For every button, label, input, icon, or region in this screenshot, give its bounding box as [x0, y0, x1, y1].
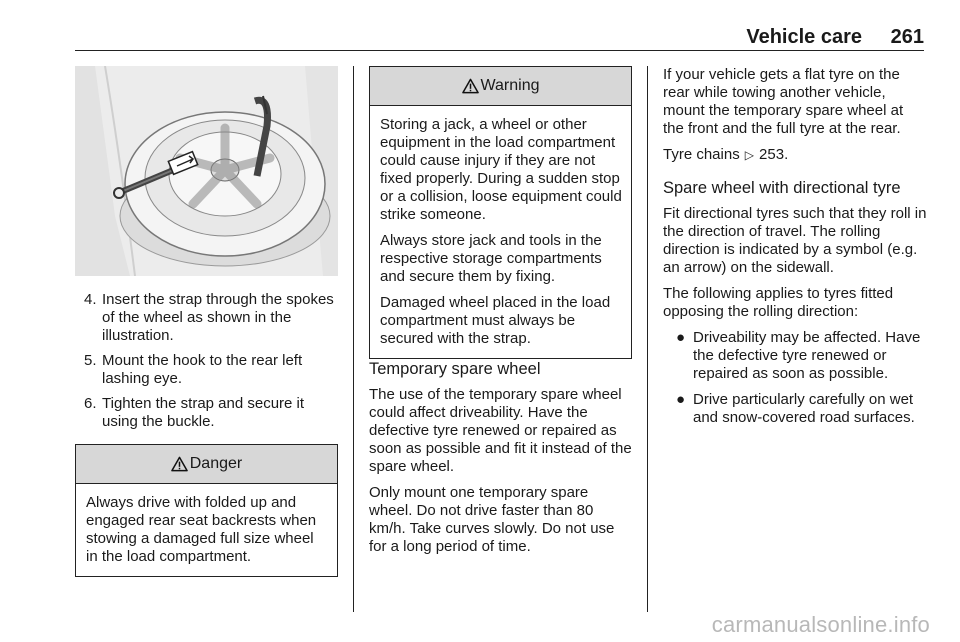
warning-box-body — [370, 106, 631, 358]
directional-tyre-heading: Spare wheel with directional tyre — [663, 179, 901, 197]
warning-paragraph: Damaged wheel placed in the load compartment must always be secured with the strap. — [380, 294, 611, 347]
warning-paragraph: Always store jack and tools in the respective storage compartments and secure them by fixing. — [380, 232, 602, 285]
danger-box — [75, 444, 338, 577]
spare-wheel-strap-illustration — [75, 66, 338, 276]
bullet-icon: ● — [676, 391, 686, 408]
page-reference-arrow-icon: ▷ — [744, 148, 754, 162]
page-number: 261 — [890, 26, 924, 48]
danger-box-body — [76, 484, 337, 576]
towing-flat-tyre-paragraph: If your vehicle gets a flat tyre on the rear while towing another vehicle, mount the temporary spare wheel at the front and the full tyre at the rear. — [663, 66, 904, 137]
column-divider-2 — [647, 66, 648, 612]
directional-bullets — [663, 329, 928, 427]
danger-box-title: Danger — [189, 455, 243, 472]
warning-paragraph: Storing a jack, a wheel or other equipment in the load compartment could cause injury if they are not fixed properly. During a sudden stop or a collision, loose equipment could strike someone. — [380, 116, 622, 223]
step-item: 6. Tighten the strap and secure it using the buckle. — [84, 395, 305, 430]
warning-triangle-icon — [462, 78, 479, 94]
tyre-chains-label: Tyre chains — [663, 146, 740, 163]
page-header-title: Vehicle care — [746, 26, 862, 48]
temporary-spare-paragraph: Only mount one temporary spare wheel. Do not drive faster than 80 km/h. Take curves slowly. Do not use for a long period of time. — [369, 484, 615, 555]
column-divider-1 — [353, 66, 354, 612]
temporary-spare-paragraph: The use of the temporary spare wheel could affect driveability. Have the defective tyre renewed or repaired as soon as possible and fit it instead of the spare wheel. — [369, 386, 632, 475]
column-1 — [75, 66, 338, 577]
header-rule — [75, 50, 924, 51]
warning-box-header — [370, 67, 631, 106]
temporary-spare-wheel-heading: Temporary spare wheel — [369, 360, 541, 378]
danger-text: Always drive with folded up and engaged rear seat backrests when stowing a damaged full size wheel in the load compartment. — [86, 494, 317, 565]
column-2 — [369, 66, 632, 564]
directional-paragraph: The following applies to tyres fitted opposing the rolling direction: — [663, 285, 894, 320]
warning-box — [369, 66, 632, 359]
tyre-chains-reference — [663, 146, 928, 164]
bullet-icon: ● — [676, 329, 686, 346]
danger-box-header — [76, 445, 337, 484]
directional-paragraph: Fit directional tyres such that they roll in the direction of travel. The rolling direction is indicated by a symbol (e.g. an arrow) on the sidewall. — [663, 205, 927, 276]
column-3 — [663, 66, 928, 435]
warning-triangle-icon — [171, 456, 188, 472]
watermark: carmanualsonline.info — [711, 612, 930, 637]
warning-box-title: Warning — [480, 77, 540, 94]
list-item: ● Drive particularly carefully on wet and snow-covered road surfaces. — [663, 391, 928, 427]
step-item: 4. Insert the strap through the spokes of the wheel as shown in the illustration. — [84, 291, 334, 344]
instruction-steps — [75, 291, 338, 431]
step-item: 5. Mount the hook to the rear left lashing eye. — [84, 352, 303, 387]
list-item: ● Driveability may be affected. Have the defective tyre renewed or repaired as soon as possible. — [663, 329, 928, 383]
tyre-chains-page-link[interactable]: 253. — [759, 146, 789, 163]
